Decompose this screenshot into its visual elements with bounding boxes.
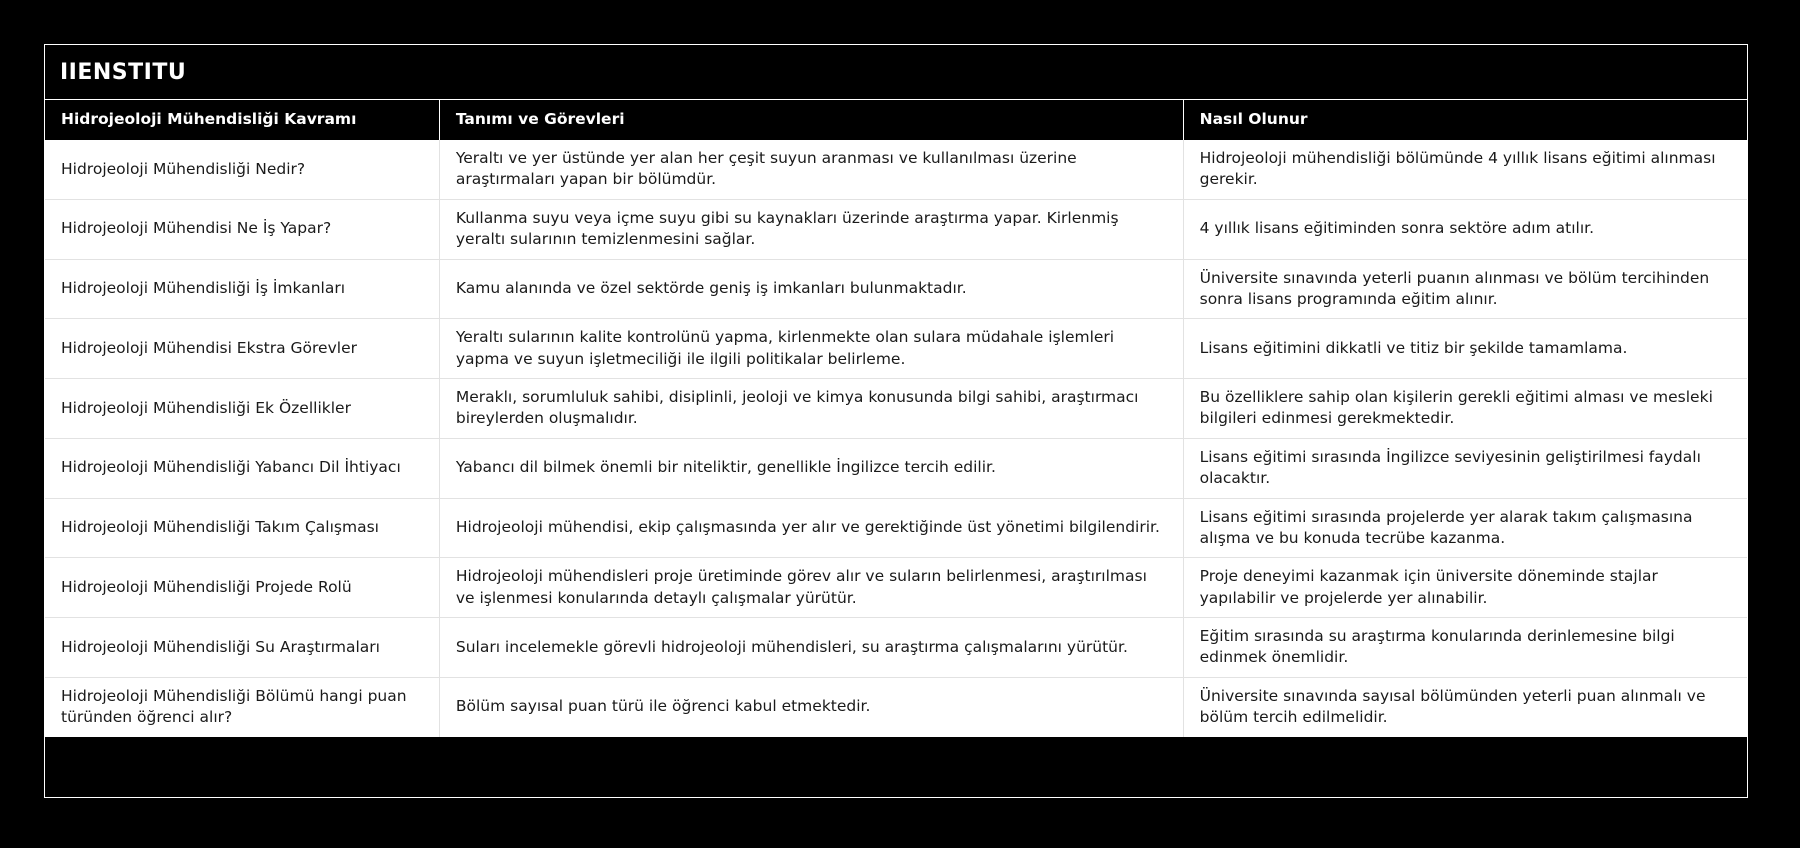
table-row <box>45 558 1747 618</box>
cell-kavram: Hidrojeoloji Mühendisliği Projede Rolü <box>45 558 440 617</box>
table-row <box>45 439 1747 499</box>
cell-tanim: Suları incelemekle görevli hidrojeoloji mühendisleri, su araştırma çalışmalarını yürütür. <box>440 618 1184 677</box>
cell-kavram: Hidrojeoloji Mühendisliği İş İmkanları <box>45 260 440 319</box>
title-bar <box>45 45 1747 100</box>
table-row <box>45 678 1747 737</box>
table-row <box>45 140 1747 200</box>
cell-kavram: Hidrojeoloji Mühendisliği Nedir? <box>45 140 440 199</box>
cell-tanim: Hidrojeoloji mühendisleri proje üretiminde görev alır ve suların belirlenmesi, araştırılması ve işlenmesi konularında detaylı çalışmalar yürütür. <box>440 558 1184 617</box>
table-row <box>45 499 1747 559</box>
cell-tanim: Kullanma suyu veya içme suyu gibi su kaynakları üzerinde araştırma yapar. Kirlenmiş yeraltı sularının temizlenmesini sağlar. <box>440 200 1184 259</box>
column-header-kavram: Hidrojeoloji Mühendisliği Kavramı <box>45 100 440 140</box>
cell-nasil: Üniversite sınavında yeterli puanın alınması ve bölüm tercihinden sonra lisans programında eğitim alınır. <box>1199 268 1710 308</box>
cell-tanim: Yeraltı ve yer üstünde yer alan her çeşit suyun aranması ve kullanılması üzerine araştırmaları yapan bir bölümdür. <box>440 140 1184 199</box>
table-row <box>45 319 1747 379</box>
page-title: IIENSTITU <box>60 59 187 85</box>
cell-nasil: Bu özelliklere sahip olan kişilerin gerekli eğitimi alması ve mesleki bilgileri edinmesi gerekmektedir. <box>1199 388 1713 428</box>
cell-nasil: Lisans eğitimi sırasında İngilizce seviyesinin geliştirilmesi faydalı olacaktır. <box>1199 447 1701 488</box>
cell-kavram: Hidrojeoloji Mühendisliği Su Araştırmaları <box>45 618 440 677</box>
table-header-row <box>45 100 1747 140</box>
cell-tanim: Meraklı, sorumluluk sahibi, disiplinli, jeoloji ve kimya konusunda bilgi sahibi, araştırmacı bireylerden oluşmalıdır. <box>440 379 1184 438</box>
cell-tanim: Yabancı dil bilmek önemli bir niteliktir, genellikle İngilizce tercih edilir. <box>440 439 1184 498</box>
table-row <box>45 379 1747 439</box>
cell-tanim: Yeraltı sularının kalite kontrolünü yapma, kirlenmekte olan sulara müdahale işlemleri yapma ve suyun işletmeciliği ile ilgili politikalar belirleme. <box>440 319 1184 378</box>
cell-nasil: Üniversite sınavında sayısal bölümünden yeterli puan alınmalı ve bölüm tercih edilmelidir. <box>1199 686 1706 727</box>
cell-kavram: Hidrojeoloji Mühendisliği Ek Özellikler <box>45 379 440 438</box>
cell-nasil: 4 yıllık lisans eğitiminden sonra sektöre adım atılır. <box>1199 219 1595 238</box>
cell-kavram: Hidrojeoloji Mühendisliği Yabancı Dil İhtiyacı <box>45 439 440 498</box>
cell-kavram: Hidrojeoloji Mühendisi Ne İş Yapar? <box>45 200 440 259</box>
cell-nasil: Lisans eğitimi sırasında projelerde yer alarak takım çalışmasına alışma ve bu konuda tecrübe kazanma. <box>1199 507 1693 547</box>
cell-tanim: Kamu alanında ve özel sektörde geniş iş imkanları bulunmaktadır. <box>440 260 1184 319</box>
cell-tanim: Hidrojeoloji mühendisi, ekip çalışmasında yer alır ve gerektiğinde üst yönetimi bilgilendirir. <box>440 499 1184 558</box>
table-row <box>45 618 1747 678</box>
cell-nasil: Lisans eğitimini dikkatli ve titiz bir şekilde tamamlama. <box>1199 338 1628 357</box>
cell-kavram: Hidrojeoloji Mühendisliği Takım Çalışması <box>45 499 440 558</box>
column-header-tanim: Tanımı ve Görevleri <box>440 100 1184 140</box>
column-header-nasil: Nasıl Olunur <box>1199 110 1308 129</box>
cell-tanim: Bölüm sayısal puan türü ile öğrenci kabul etmektedir. <box>440 678 1184 737</box>
cell-kavram: Hidrojeoloji Mühendisi Ekstra Görevler <box>45 319 440 378</box>
cell-kavram: Hidrojeoloji Mühendisliği Bölümü hangi puan türünden öğrenci alır? <box>45 678 440 737</box>
cell-nasil: Hidrojeoloji mühendisliği bölümünde 4 yıllık lisans eğitimi alınması gerekir. <box>1199 149 1716 189</box>
table-row <box>45 260 1747 320</box>
cell-nasil: Eğitim sırasında su araştırma konularında derinlemesine bilgi edinmek önemlidir. <box>1199 627 1675 667</box>
cell-nasil: Proje deneyimi kazanmak için üniversite döneminde stajlar yapılabilir ve projelerde yer alınabilir. <box>1199 567 1658 607</box>
info-table <box>45 100 1747 737</box>
content-frame <box>44 44 1748 798</box>
table-row <box>45 200 1747 260</box>
